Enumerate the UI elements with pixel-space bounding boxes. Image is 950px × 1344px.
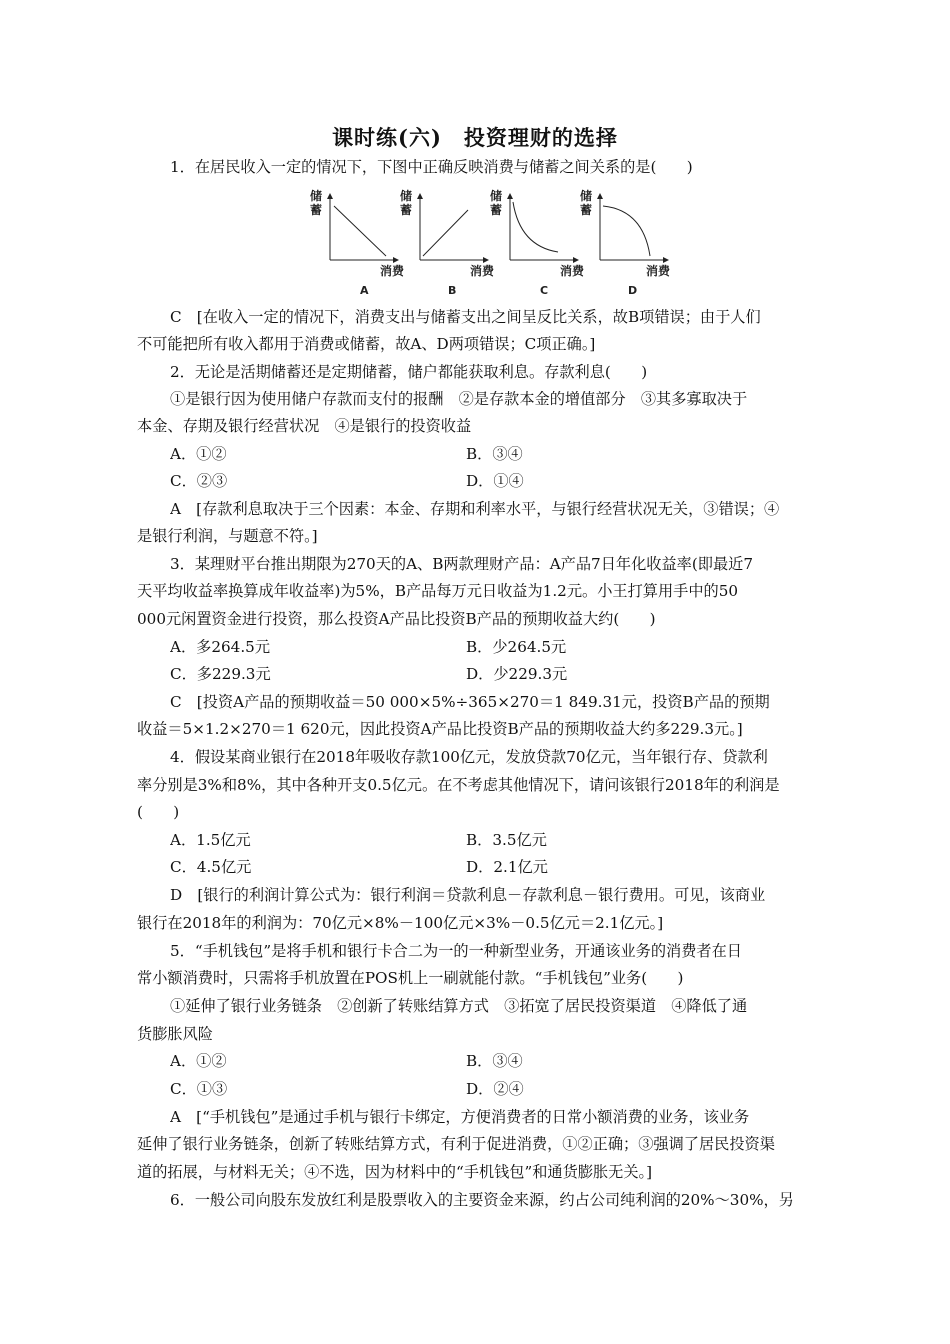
q1-answer-line-2: 不可能把所有收入都用于消费或储蓄，故A、D两项错误；C项正确。] [137,335,596,353]
q4-answer-line-2: 银行在2018年的利润为：70亿元×8%－100亿元×3%－0.5亿元＝2.1亿元。] [137,914,664,932]
q3-stem-line-2: 天平均收益率换算成年收益率)为5%，B产品每万元日收益为1.2元。小王打算用手中的50 [137,582,739,600]
q5-option-a: A．①② [170,1052,227,1070]
ylabel-c: 储蓄 [490,189,503,217]
xlabel-c: 消费 [560,264,585,278]
q2-items-line-2: 本金、存期及银行经营状况 ④是银行的投资收益 [137,417,472,435]
q2-option-d: D．①④ [466,472,524,490]
xlabel-d: 消费 [646,264,671,278]
q3-option-b: B．少264.5元 [466,638,567,656]
q4-stem-line-3: ( ) [137,803,180,821]
curve-c [513,202,558,252]
q6-stem-line-1: 6．一般公司向股东发放红利是股票收入的主要资金来源，约占公司纯利润的20%～30%，另 [170,1191,794,1209]
curve-b [423,210,468,256]
q4-stem-line-1: 4．假设某商业银行在2018年吸收存款100亿元，发放贷款70亿元，当年银行存、贷款利 [170,748,768,766]
panel-label-a: A [360,284,369,297]
q4-answer-line-1: D [银行的利润计算公式为：银行利润＝贷款利息－存款利息－银行费用。可见，该商业 [170,886,766,904]
q5-items-line-1: ①延伸了银行业务链条 ②创新了转账结算方式 ③拓宽了居民投资渠道 ④降低了通 [170,997,748,1015]
chart-panel-c [490,188,585,297]
q4-option-b: B．3.5亿元 [466,831,547,849]
chart-panel-b [400,188,495,297]
panel-label-c: C [540,284,549,297]
ylabel-d: 储蓄 [580,189,593,217]
xlabel-a: 消费 [380,264,405,278]
q3-answer-line-1: C [投资A产品的预期收益＝50 000×5%÷365×270＝1 849.31元，投资B产品的预期 [170,693,770,711]
q5-option-c: C．①③ [170,1080,228,1098]
ylabel-b: 储蓄 [400,189,413,217]
q5-answer-line-2: 延伸了银行业务链条，创新了转账结算方式，有利于促进消费，①②正确；③强调了居民投资渠 [137,1135,775,1153]
q5-stem-line-2: 常小额消费时，只需将手机放置在POS机上一刷就能付款。“手机钱包”业务( ) [137,969,684,987]
curve-a [334,206,386,256]
q4-option-d: D．2.1亿元 [466,858,548,876]
q3-option-a: A．多264.5元 [170,638,271,656]
panel-label-b: B [448,284,457,297]
q5-answer-line-3: 道的拓展，与材料无关；④不选，因为材料中的“手机钱包”和通货膨胀无关。] [137,1163,653,1181]
page-title: 课时练(六) 投资理财的选择 [332,125,618,150]
q1-stem: 1．在居民收入一定的情况下，下图中正确反映消费与储蓄之间关系的是( ) [170,158,693,176]
q2-option-b: B．③④ [466,445,523,463]
q2-answer-line-1: A [存款利息取决于三个因素：本金、存期和利率水平，与银行经营状况无关，③错误；④ [170,500,780,518]
q5-option-b: B．③④ [466,1052,523,1070]
q3-option-c: C．多229.3元 [170,665,271,683]
chart-panel-a [310,188,405,297]
curve-d [603,206,650,256]
q3-stem-line-1: 3．某理财平台推出期限为270天的A、B两款理财产品：A产品7日年化收益率(即最近7 [170,555,753,573]
q3-stem-line-3: 000元闲置资金进行投资，那么投资A产品比投资B产品的预期收益大约( ) [137,610,656,628]
q2-option-c: C．②③ [170,472,228,490]
q5-items-line-2: 货膨胀风险 [137,1025,213,1043]
chart-panel-d [580,188,671,297]
q3-answer-line-2: 收益＝5×1.2×270＝1 620元，因此投资A产品比投资B产品的预期收益大约多229.3元。] [137,720,743,738]
q4-option-a: A．1.5亿元 [170,831,251,849]
panel-label-d: D [628,284,638,297]
q5-answer-line-1: A [“手机钱包”是通过手机与银行卡绑定，方便消费者的日常小额消费的业务，该业务 [170,1108,750,1126]
q1-answer-line-1: C [在收入一定的情况下，消费支出与储蓄支出之间呈反比关系，故B项错误；由于人们 [170,308,761,326]
q2-answer-line-2: 是银行利润，与题意不符。] [137,527,318,545]
q3-option-d: D．少229.3元 [466,665,568,683]
q4-option-c: C．4.5亿元 [170,858,252,876]
q1-chart-panels [308,186,678,298]
q2-option-a: A．①② [170,445,227,463]
q2-items-line-1: ①是银行因为使用储户存款而支付的报酬 ②是存款本金的增值部分 ③其多寡取决于 [170,390,748,408]
q5-option-d: D．②④ [466,1080,524,1098]
q2-stem: 2．无论是活期储蓄还是定期储蓄，储户都能获取利息。存款利息( ) [170,363,648,381]
q5-stem-line-1: 5．“手机钱包”是将手机和银行卡合二为一的一种新型业务，开通该业务的消费者在日 [170,942,742,960]
xlabel-b: 消费 [470,264,495,278]
q4-stem-line-2: 率分别是3%和8%，其中各种开支0.5亿元。在不考虑其他情况下，请问该银行2018年的利润是 [137,776,780,794]
q1-charts [308,186,678,298]
ylabel-a: 储蓄 [310,189,323,217]
